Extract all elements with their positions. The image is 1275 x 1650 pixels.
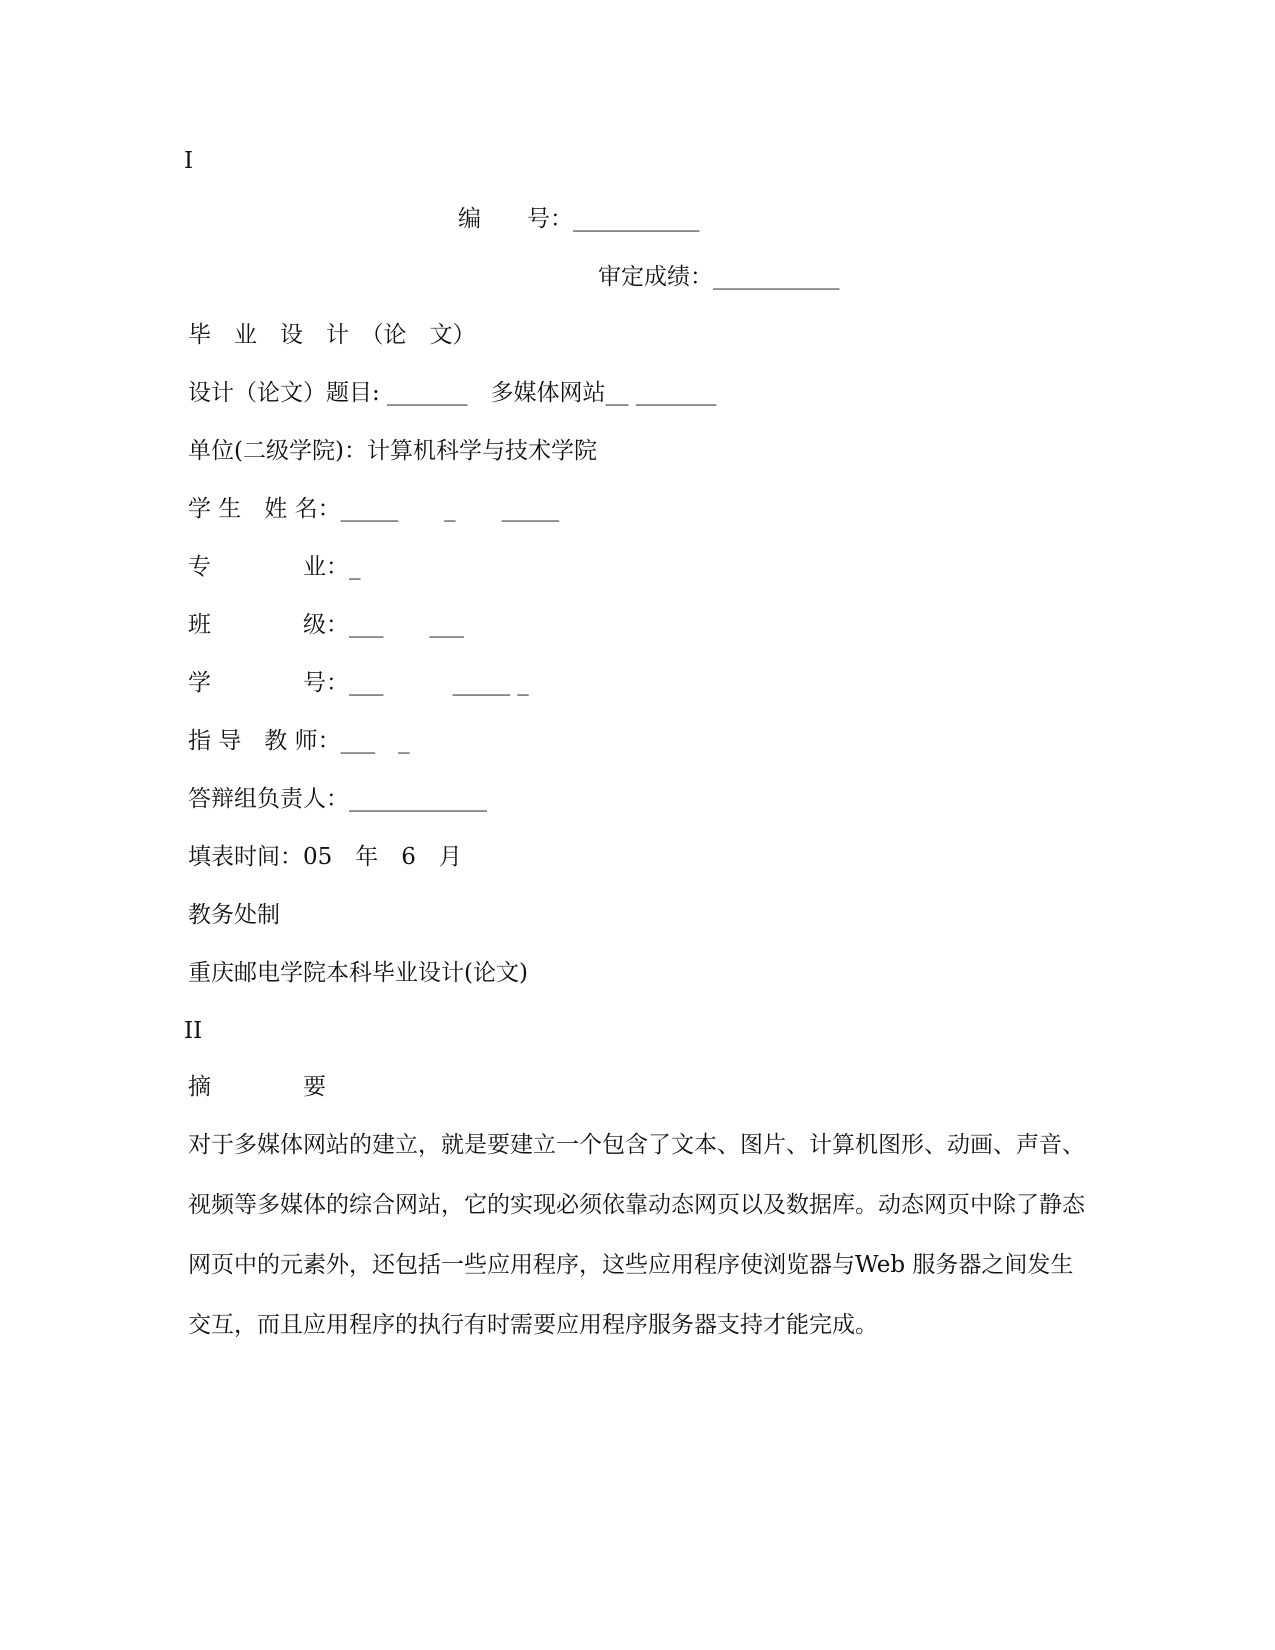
unit-line: 单位(二级学院)：计算机科学与技术学院 xyxy=(188,438,597,464)
student-name-line: 学 生 姓 名：_____ _ _____ xyxy=(188,496,560,522)
major-line: 专 业：_ xyxy=(188,554,361,580)
school-header: 重庆邮电学院本科毕业设计(论文) xyxy=(188,960,528,986)
grade-line: 审定成绩：___________ xyxy=(598,264,840,290)
advisor-line: 指 导 教 师：___ _ xyxy=(188,728,410,754)
abstract-paragraph: 对于多媒体网站的建立，就是要建立一个包含了文本、图片、计算机图形、动画、声音、视频等多媒体的综合网站，它的实现必须依靠动态网页以及数据库。动态网页中除了静态网页中的元素外，还包括一些应用程序，这些应用程序使浏览器与Web 服务器之间发生交互，而且应用程序的执行有时需要应用程序服务器支持才能完成。 xyxy=(188,1132,1085,1338)
office-line: 教务处制 xyxy=(188,902,280,928)
topic-line: 设计（论文）题目: _______ 多媒体网站__ _______ xyxy=(188,380,717,406)
page-number-roman-i: I xyxy=(184,148,194,174)
student-id-line: 学 号：___ _____ _ xyxy=(188,670,529,696)
fill-date-line: 填表时间：05 年 6 月 xyxy=(188,844,462,870)
page-number-roman-ii: II xyxy=(184,1018,203,1044)
committee-line: 答辩组负责人：____________ xyxy=(188,786,487,812)
document-title: 毕 业 设 计 （论 文） xyxy=(188,322,476,348)
abstract-heading: 摘 要 xyxy=(188,1074,326,1100)
serial-number-line: 编 号：___________ xyxy=(458,206,700,232)
class-line: 班 级：___ ___ xyxy=(188,612,464,638)
